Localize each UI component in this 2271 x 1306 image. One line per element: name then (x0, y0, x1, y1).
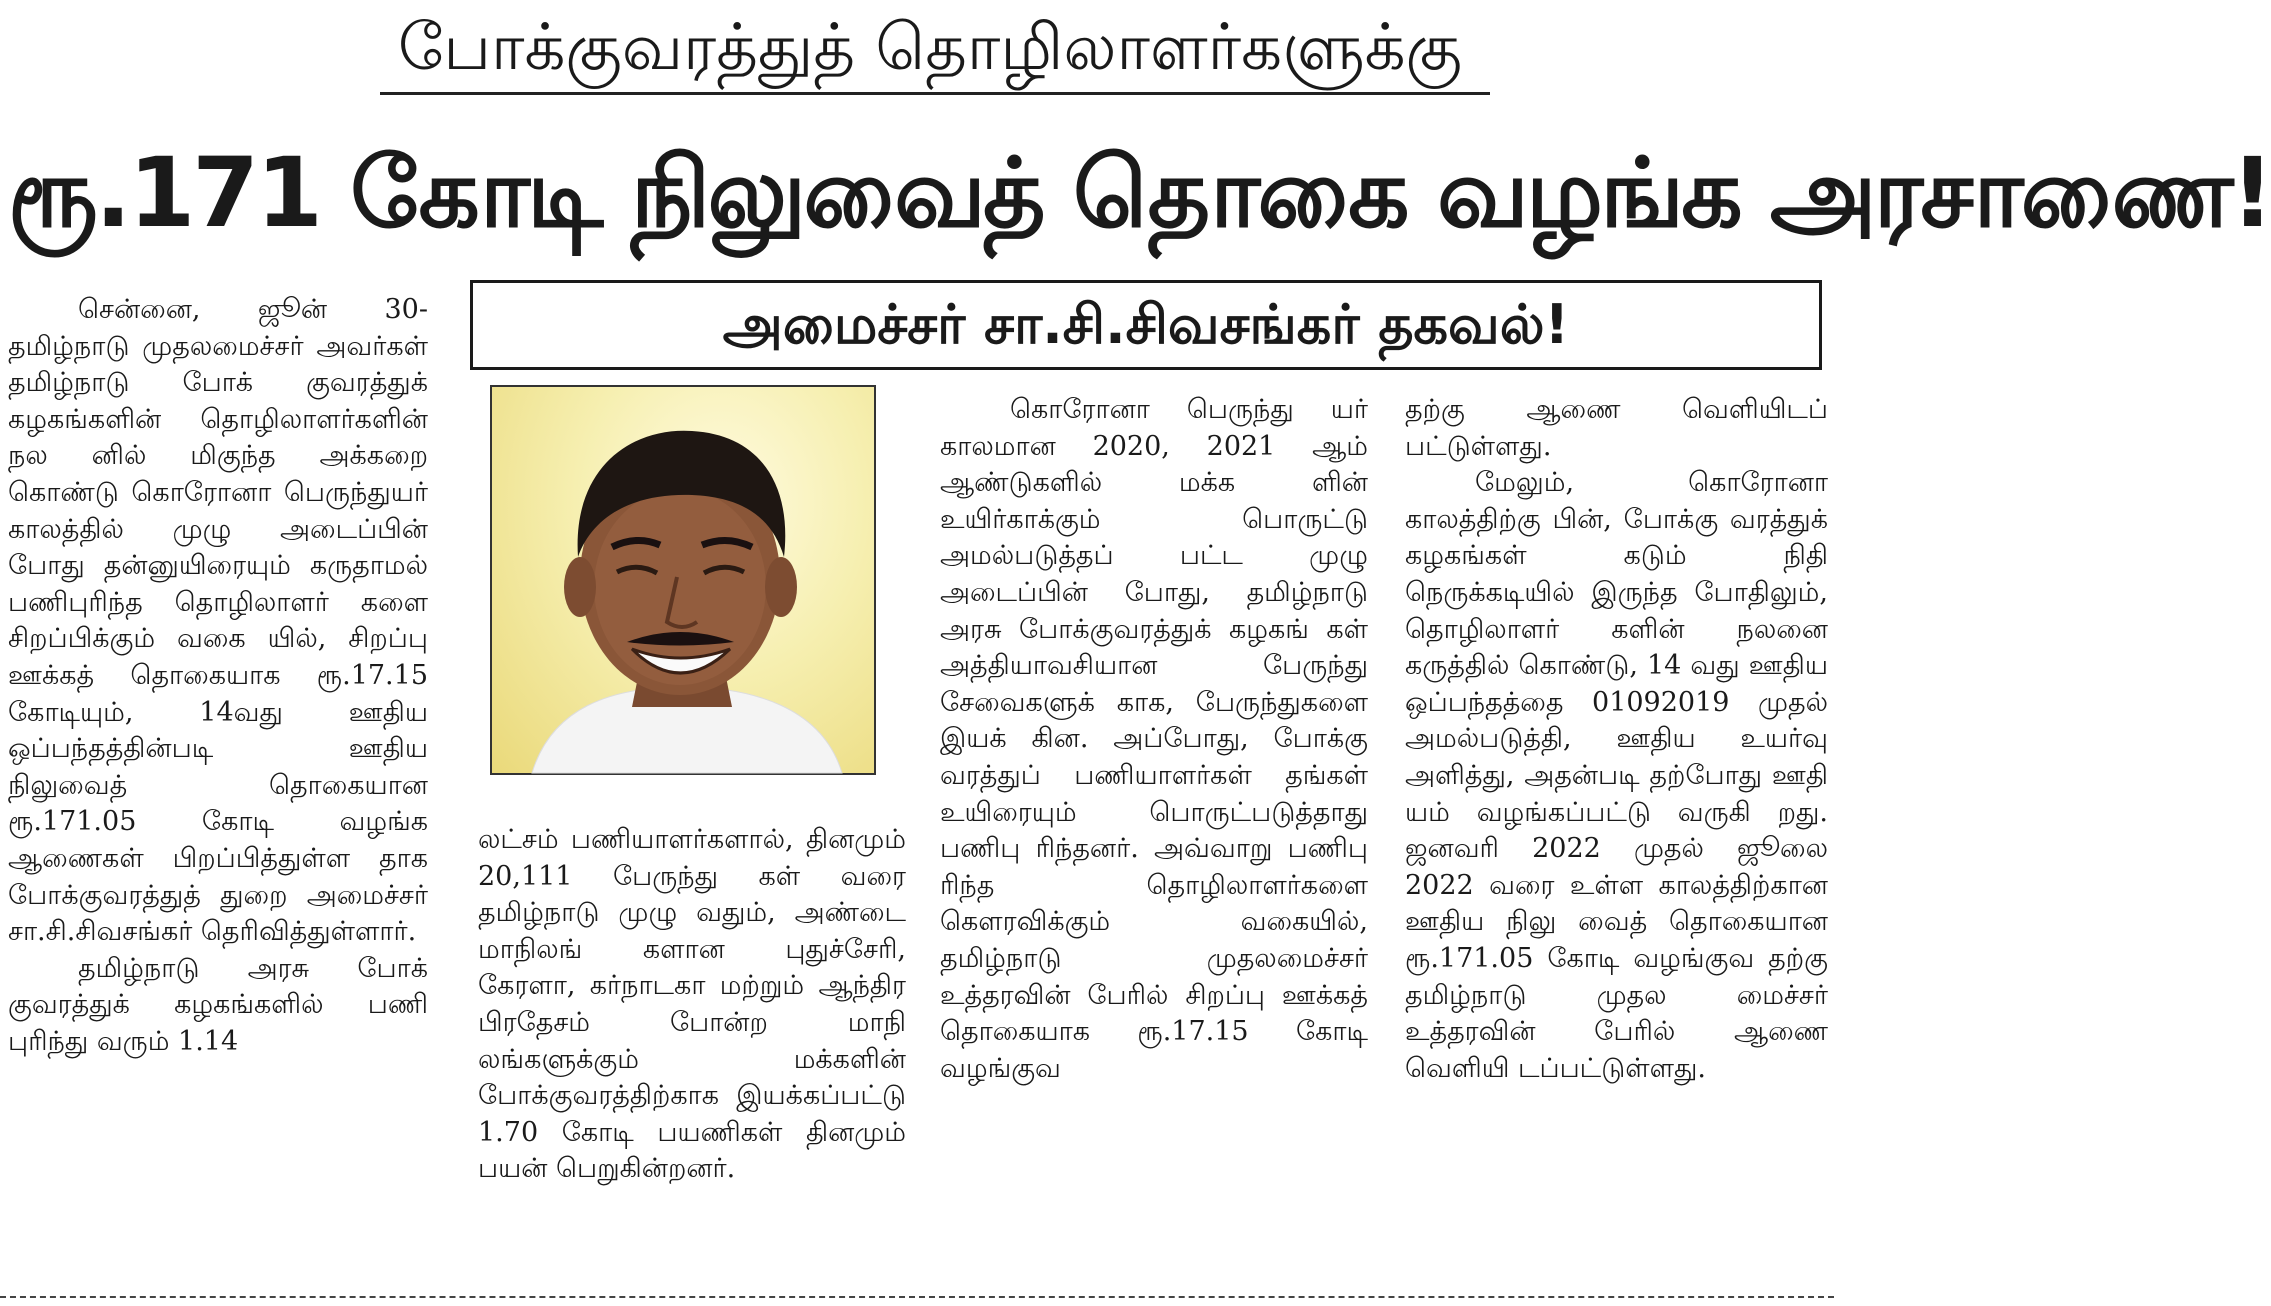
article-column-4 (1405, 392, 1828, 1087)
kicker-rule (380, 92, 1490, 95)
column-1-paragraph-2: தமிழ்நாடு அரசு போக் குவரத்துக் கழகங்களில் பணி புரிந்து வரும் 1.14 (8, 952, 428, 1057)
bottom-dashed-rule (0, 1296, 1834, 1298)
column-4-paragraph-1: தற்கு ஆணை வெளியிடப் பட்டுள்ளது. (1405, 394, 1828, 462)
main-headline: ரூ.171 கோடி நிலுவைத் தொகை வழங்க அரசாணை! (8, 137, 2271, 249)
kicker-headline: போக்குவரத்துத் தொழிலாளர்களுக்கு (397, 11, 1463, 85)
article-column-2 (478, 822, 906, 1188)
column-3-paragraph-1: கொரோனா பெருந்து யர் காலமான 2020, 2021 ஆம் ஆண்டுகளில் மக்க ளின் உயிர்காக்கும் பொருட்டு அமல்படுத்தப் பட்ட முழு அடைப்பின் போது, தமிழ்நாடு அரசு போக்குவரத்துக் கழகங் கள் அத்தியாவசியான பேருந்து சேவைகளுக் காக, பேருந்துகளை இயக் கின. அப்போது, போக்கு வரத்துப் பணியாளர்கள் தங்கள் உயிரையும் பொருட்படுத்தாது பணிபு ரிந்தனர். அவ்வாறு பணிபு ரிந்த தொழிலாளர்களை கௌரவிக்கும் வகையில், தமிழ்நாடு முதலமைச்சர் உத்தரவின் பேரில் சிறப்பு ஊக்கத் தொகையாக ரூ.17.15 கோடி வழங்குவ (940, 394, 1368, 1084)
column-4-paragraph-2: மேலும், கொரோனா காலத்திற்கு பின், போக்கு வரத்துக் கழகங்கள் கடும் நிதி நெருக்கடியில் இருந்த போதிலும், தொழிலாளர் களின் நலனை கருத்தில் கொண்டு, 14 வது ஊதிய ஒப்பந்தத்தை 01092019 முதல் அமல்படுத்தி, ஊதிய உயர்வு அளித்து, அதன்படி தற்போது ஊதி யம் வழங்கப்பட்டு வருகி றது. ஜனவரி 2022 முதல் ஜூலை 2022 வரை உள்ள காலத்திற்கான ஊதிய நிலு வைத் தொகையான ரூ.171.05 கோடி வழங்குவ தற்கு தமிழ்நாடு முதல மைச்சர் உத்தரவின் பேரில் ஆணை வெளியி டப்பட்டுள்ளது. (1405, 467, 1828, 1084)
portrait-photo (490, 385, 876, 775)
article-column-3 (940, 392, 1368, 1087)
article-column-1 (8, 292, 428, 1060)
subhead-box: அமைச்சர் சா.சி.சிவசங்கர் தகவல்! (470, 280, 1822, 370)
column-2-paragraph-1: லட்சம் பணியாளர்களால், தினமும் 20,111 பேருந்து கள் வரை தமிழ்நாடு முழு வதும், அண்டை மாநிலங் களான புதுச்சேரி, கேரளா, கர்நாடகா மற்றும் ஆந்திர பிரதேசம் போன்ற மாநி லங்களுக்கும் மக்களின் போக்குவரத்திற்காக இயக்கப்பட்டு 1.70 கோடி பயணிகள் தினமும் பயன் பெறுகின்றனர். (478, 824, 906, 1185)
column-1-paragraph-1: சென்னை, ஜூன் 30- தமிழ்நாடு முதலமைச்சர் அவர்கள் தமிழ்நாடு போக் குவரத்துக் கழகங்களின் தொழிலாளர்களின் நல னில் மிகுந்த அக்கறை கொண்டு கொரோனா பெருந்துயர் காலத்தில் முழு அடைப்பின் போது தன்னுயிரையும் கருதாமல் பணிபுரிந்த தொழிலாளர் களை சிறப்பிக்கும் வகை யில், சிறப்பு ஊக்கத் தொகையாக ரூ.17.15 கோடியும், 14வது ஊதிய ஒப்பந்தத்தின்படி ஊதிய நிலுவைத் தொகையான ரூ.171.05 கோடி வழங்க ஆணைகள் பிறப்பித்துள்ள தாக போக்குவரத்துத் துறை அமைச்சர் சா.சி.சிவசங்கர் தெரிவித்துள்ளார். (8, 294, 428, 948)
